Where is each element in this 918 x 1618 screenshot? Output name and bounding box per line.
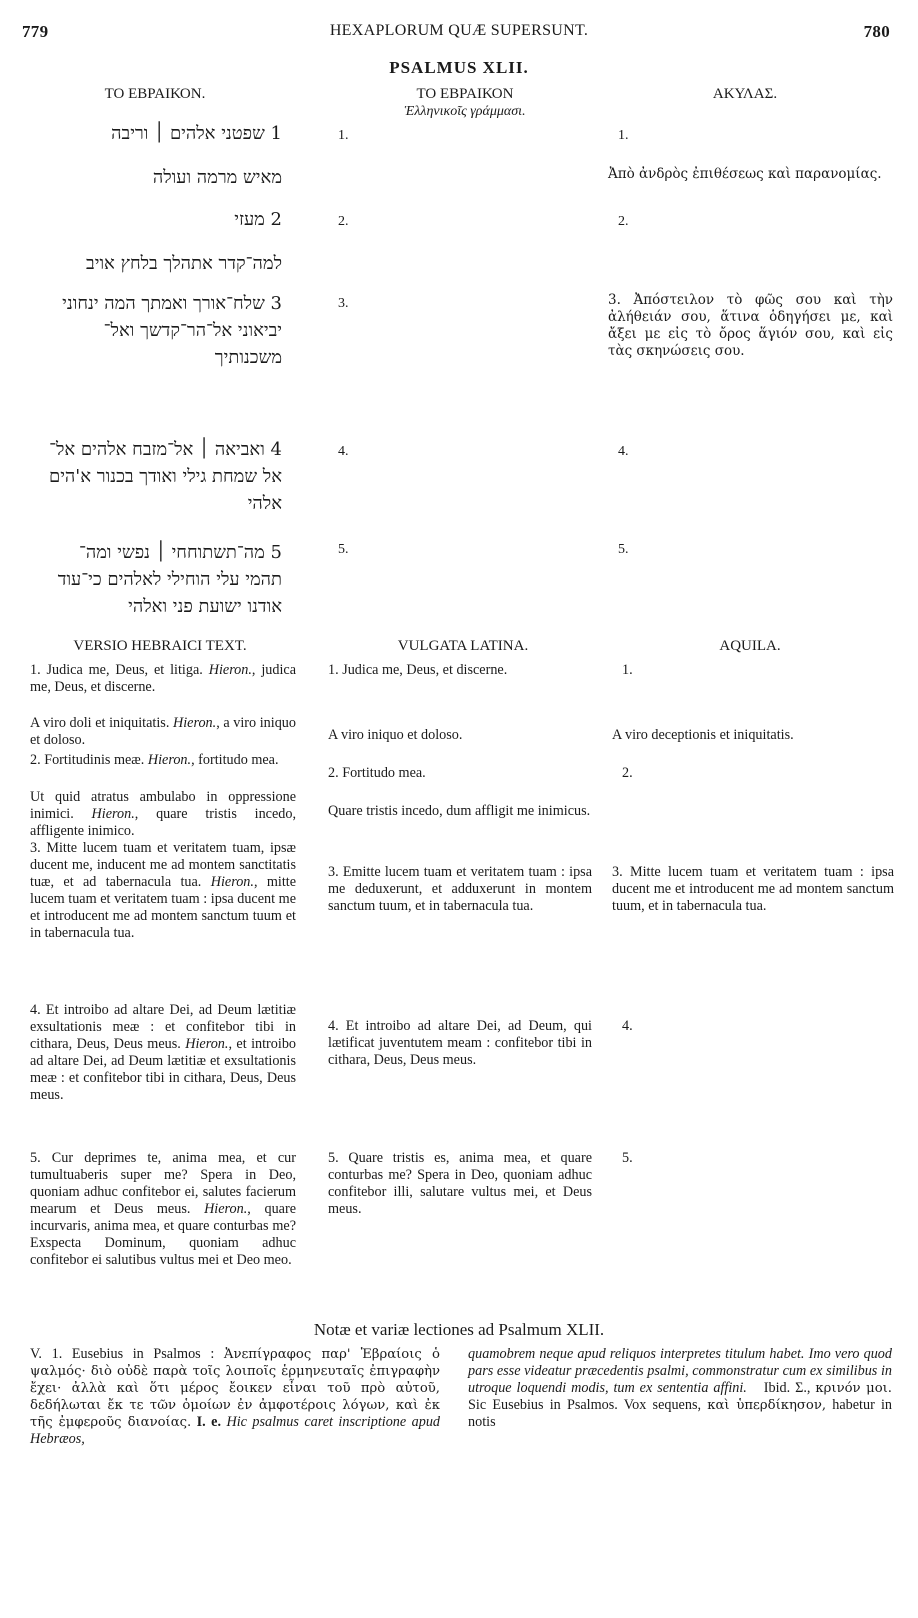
hebrew-verse-3c: משכנותיך: [214, 347, 282, 368]
hieron-text: , quare incurvaris, anima mea, et quare conturbas me? Exspecta Dominum, quoniam adhuc confitebor ei salutibus vultus mei et Deo meo.: [30, 1201, 297, 1268]
hebrew-verse-3b: יביאוני אל־הר־קדשך ואל־: [103, 320, 282, 341]
transliteration-verse-number: 5.: [338, 542, 349, 557]
vulgata-verse-1a: 1. Judica me, Deus, et discerne.: [328, 662, 508, 678]
hieron-siglum: Hieron.: [172, 715, 217, 731]
hebrew-verse-5b: תהמי עלי הוחילי לאלהים כי־עוד: [57, 569, 282, 590]
hieron-siglum: Hieron.: [185, 1036, 229, 1052]
aquila-greek-verse-number: 4.: [618, 444, 629, 459]
transliteration-column-subheading: Ἑλληνικοῖς γράμμασι.: [404, 104, 526, 119]
notes-right-column: [468, 1346, 892, 1431]
vulgata-verse-5: 5. Quare tristis es, anima mea, et quare conturbas me? Spera in Deo, quoniam adhuc confitebor illi, salutare vultus mei, et Deus meus.: [328, 1150, 592, 1217]
aquila-greek-verse-number: 5.: [618, 542, 629, 557]
hieron-text: , a viro iniquo et doloso.: [30, 715, 296, 748]
hieron-siglum: Hieron.: [91, 806, 135, 822]
transliteration-verse-number: 4.: [338, 444, 349, 459]
transliteration-verse-number: 1.: [338, 128, 349, 143]
vulgata-column-heading: VULGATA LATINA.: [397, 638, 529, 654]
versio-verse-4: [30, 1002, 296, 1104]
aquila-latin-verse-number: 1.: [622, 662, 633, 678]
hebrew-verse-2b: למה־קדר אתהלך בלחץ אויב: [86, 253, 282, 274]
psalm-title: PSALMUS XLII.: [389, 58, 529, 77]
hebrew-verse-4c: אלהי: [247, 493, 282, 514]
versio-text: A viro doli et iniquitatis.: [30, 715, 170, 731]
note-text: Sic Eusebius in Psalmos. Vox sequens,: [468, 1397, 702, 1413]
versio-verse-2b: [30, 789, 296, 840]
note-italic: Hic psalmus caret inscriptione apud Hebræos,: [30, 1414, 441, 1447]
note-text: Ibid. Σ.,: [763, 1380, 811, 1396]
versio-text: Ut quid atratus ambulabo in oppressione inimici.: [30, 789, 296, 822]
vulgata-verse-3: 3. Emitte lucem tuam et veritatem tuam : ipsa me deduxerunt, et adduxerunt in montem sanctum tuum, et in tabernacula tua.: [328, 864, 592, 914]
notes-title: Notæ et variæ lectiones ad Psalmum XLII.: [313, 1320, 605, 1339]
hieron-siglum: Hieron.: [210, 874, 254, 890]
aquila-latin-verse-1b: A viro deceptionis et iniquitatis.: [612, 727, 794, 743]
note-text: I. e.: [196, 1414, 222, 1430]
versio-text: 4. Et introibo ad altare Dei, ad Deum lætitiæ exsultationis meæ : et confitebor tibi in cithara, Deus, Deus meus.: [30, 1002, 296, 1052]
hieron-siglum: Hieron.: [147, 752, 192, 768]
hebrew-verse-4a: 4 ואביאה ׀ אל־מזבח אלהים אל־: [49, 439, 282, 460]
page-number-left: 779: [22, 22, 49, 41]
transliteration-column-heading: ΤΟ ΕΒΡΑΙΚΟΝ: [416, 86, 514, 102]
aquila-latin-verse-number: 2.: [622, 765, 633, 781]
note-text: habetur in notis: [468, 1397, 893, 1430]
aquila-greek-verse-number: 1.: [618, 128, 629, 143]
vulgata-verse-2b: Quare tristis incedo, dum affligit me inimicus.: [328, 803, 591, 819]
hebrew-column-heading: ΤΟ ΕΒΡΑΙΚΟΝ.: [104, 86, 206, 102]
versio-verse-1a: [30, 662, 296, 696]
page-number-right: 780: [863, 22, 890, 41]
versio-column-heading: VERSIO HEBRAICI TEXT.: [73, 638, 247, 654]
hebrew-verse-4b: אל שמחת גילי ואודך בכנור א'הים: [48, 466, 282, 487]
hieron-text: , mitte lucem tuam et veritatem tuam : ipsa ducent me et introducent me ad montem sanctum tuum et in tabernacula tua.: [30, 874, 296, 941]
hieron-siglum: Hieron.: [208, 662, 252, 678]
vulgata-verse-4: 4. Et introibo ad altare Dei, ad Deum, qui lætificat juventutem meam : confitebor tibi in cithara, Deus, Deus meus.: [328, 1018, 592, 1068]
transliteration-verse-number: 2.: [338, 214, 349, 229]
versio-text: 3. Mitte lucem tuam et veritatem tuam, ipsæ ducent me, inducent me ad montem sanctitatis tuæ, et ad tabernacula tua.: [30, 840, 296, 890]
hebrew-verse-1a: 1 שפטני אלהים ׀ וריבה: [111, 123, 282, 144]
note-greek: κρινόν μοι.: [815, 1381, 893, 1396]
versio-text: 2. Fortitudinis meæ.: [30, 752, 145, 768]
versio-text: 5. Cur deprimes te, anima mea, et cur tumultuaberis super me? Spera in Deo, quoniam adhuc confitebor ei, salutes facierum mearum et Deus meus.: [30, 1150, 296, 1217]
versio-text: 1. Judica me, Deus, et litiga.: [30, 662, 203, 678]
versio-verse-3: [30, 840, 296, 942]
note-text: V. 1. Eusebius in Psalmos :: [30, 1346, 215, 1362]
note-italic: quamobrem neque apud reliquos interpretes titulum habet. Imo vero quod pars esse videatur præcedentis psalmi, commonstratur cum ex similibus in utroque loquendi modis, tum ex sententia affini.: [468, 1346, 892, 1396]
hebrew-verse-5c: אודנו ישועת פני ואלהי: [128, 596, 282, 617]
hieron-text: , et introibo ad altare Dei, ad Deum lætitiæ et exsultationis meæ : et confitebor tibi in cithara, Deus, Deus meus.: [30, 1036, 297, 1103]
note-greek: καὶ ὑπερδίκησον,: [707, 1398, 827, 1413]
transliteration-verse-number: 3.: [338, 296, 349, 311]
notes-left-column: [30, 1346, 440, 1448]
note-greek: Ἀνεπίγραφος παρ' Ἑβραίοις ὁ ψαλμός· διὸ οὐδὲ παρὰ τοῖς λοιποῖς ἑρμηνευταῖς ἐπιγραφὴν ἔχει· ἀλλὰ καὶ ὅτι μέρος ἔοικεν εἶναι τοῦ πρὸ αὐτοῦ, δεδήλωται ἔκ τε τῶν ὁμοίων ἐν ἀμφοτέροις λόγων, καὶ ἐκ τῆς ἐμφεροῦς διανοίας.: [30, 1347, 440, 1430]
hebrew-verse-2a: 2 מעזי: [234, 209, 282, 230]
hieron-text: , judica me, Deus, et discerne.: [30, 662, 297, 695]
aquila-latin-verse-number: 5.: [622, 1150, 633, 1166]
hebrew-verse-1b: מאיש מרמה ועולה: [152, 167, 282, 188]
aquila-greek-verse-number: 2.: [618, 214, 629, 229]
aquila-greek-verse-3: 3. Ἀπόστειλον τὸ φῶς σου καὶ τὴν ἀλήθειάν σου, ἅτινα ὁδηγήσει με, καὶ ἄξει με εἰς τὸ ὄρος ἅγιόν σου, καὶ εἰς τὰς σκηνώσεις σου.: [608, 292, 893, 359]
hieron-text: , quare tristis incedo, affligente inimico.: [30, 806, 297, 839]
hebrew-verse-5a: 5 מה־תשתוחחי ׀ נפשי ומה־: [79, 542, 282, 563]
aquila-greek-verse-1: Ἀπὸ ἀνδρὸς ἐπιθέσεως καὶ παρανομίας.: [608, 166, 882, 182]
hieron-siglum: Hieron.: [204, 1201, 248, 1217]
hieron-text: , fortitudo mea.: [191, 752, 279, 768]
versio-verse-2a: [30, 752, 296, 769]
versio-verse-5: [30, 1150, 296, 1269]
versio-verse-1b: [30, 715, 296, 749]
aquila-latin-verse-number: 4.: [622, 1018, 633, 1034]
vulgata-verse-2a: 2. Fortitudo mea.: [328, 765, 426, 781]
running-title: HEXAPLORUM QUÆ SUPERSUNT.: [329, 22, 589, 39]
hebrew-verse-3a: 3 שלח־אורך ואמתך המה ינחוני: [62, 293, 282, 314]
aquila-greek-column-heading: ΑΚΥΛΑΣ.: [712, 86, 778, 102]
aquila-latin-verse-3: 3. Mitte lucem tuam et veritatem tuam : ipsa ducent me et introducent me ad montem sanctum tuum, et in tabernacula tua.: [612, 864, 894, 914]
vulgata-verse-1b: A viro iniquo et doloso.: [328, 727, 463, 743]
aquila-latin-column-heading: AQUILA.: [719, 638, 781, 654]
